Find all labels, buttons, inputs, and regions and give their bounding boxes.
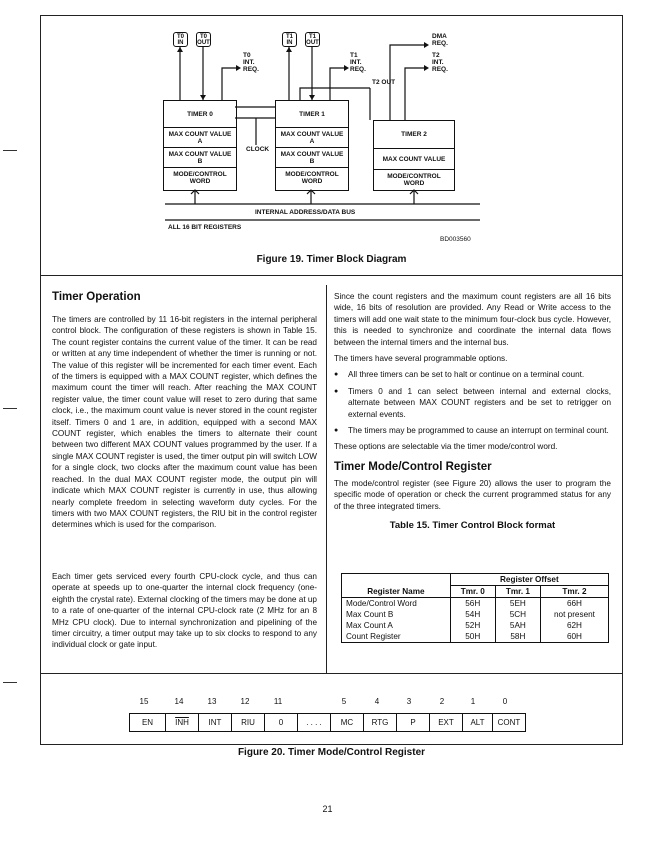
col-header: Tmr. 2 bbox=[540, 586, 608, 598]
bit-number: 0 bbox=[502, 697, 508, 706]
figure19-caption: Figure 19. Timer Block Diagram bbox=[256, 254, 407, 265]
timer2-title: TIMER 2 bbox=[401, 131, 427, 138]
table-cell: 5EH bbox=[495, 598, 540, 610]
cell-line: MODE/CONTROL bbox=[285, 170, 339, 178]
bit-number: 12 bbox=[240, 697, 250, 706]
table-cell: 62H bbox=[540, 620, 608, 631]
bit-number: 5 bbox=[341, 697, 347, 706]
cell-line: MODE/CONTROL bbox=[173, 170, 227, 178]
pin-label: T0 bbox=[176, 34, 184, 40]
bit-field-cont: CONT bbox=[497, 718, 521, 727]
pin-label: OUT bbox=[306, 40, 319, 46]
table-cell: Count Register bbox=[342, 631, 451, 643]
pin-label: T0 bbox=[199, 34, 207, 40]
label-line: T1 bbox=[350, 52, 358, 59]
cell-line: B bbox=[309, 157, 315, 165]
bit-number: 2 bbox=[439, 697, 445, 706]
pin-label: IN bbox=[286, 40, 293, 46]
bit-number: 15 bbox=[139, 697, 149, 706]
label-line: REQ. bbox=[350, 66, 366, 73]
table-cell: 50H bbox=[450, 631, 495, 643]
cell-line: MAX COUNT VALUE bbox=[382, 155, 446, 163]
t1-out-pin bbox=[305, 32, 320, 47]
option-bullet: ● The timers may be programmed to cause an interrupt on terminal count. bbox=[334, 425, 611, 436]
figure20-divider bbox=[40, 673, 623, 674]
internal-bus-label: INTERNAL ADDRESS/DATA BUS bbox=[255, 209, 356, 216]
timer0-max-count-a bbox=[164, 127, 236, 147]
t0-out-pin bbox=[196, 32, 211, 47]
bit-number: 4 bbox=[374, 697, 380, 706]
bit-field-zero: 0 bbox=[265, 714, 298, 731]
timer2-mode-control-word bbox=[374, 169, 454, 190]
label-line: INT. bbox=[243, 59, 255, 66]
col-header: Tmr. 1 bbox=[495, 586, 540, 598]
mode-control-heading: Timer Mode/Control Register bbox=[334, 460, 492, 473]
bit-field-int: INT bbox=[199, 714, 232, 731]
table-cell: 52H bbox=[450, 620, 495, 631]
cell-line: MAX COUNT VALUE bbox=[280, 130, 344, 138]
table-cell: 58H bbox=[495, 631, 540, 643]
margin-mark bbox=[3, 408, 17, 409]
table-cell: 56H bbox=[450, 598, 495, 610]
column-divider bbox=[326, 285, 327, 673]
t2-out-label: T2 OUT bbox=[372, 79, 396, 86]
mode-control-bitfield bbox=[129, 713, 526, 732]
timer1-block bbox=[275, 100, 349, 191]
bit-field-en: EN bbox=[130, 714, 166, 731]
label-line: INT. bbox=[432, 59, 444, 66]
timer2-block bbox=[373, 120, 455, 191]
cell-line: MAX COUNT VALUE bbox=[280, 150, 344, 158]
all-16-bit-label: ALL 16 BIT REGISTERS bbox=[168, 224, 242, 231]
timer0-max-count-b bbox=[164, 147, 236, 167]
table-row bbox=[342, 620, 609, 631]
timer-operation-paragraph-2: Each timer gets serviced every fourth CPU-clock cycle, and thus can operate at speeds up to one-quarter the internal clock frequency (one-eighth the crystal rate). External clocking of the timers may be done at up to a rate of one-quarter of the internal CPU-clock rate (2 MHz for an 8 MHz CPU clock). Due to internal synchronization and pipelining of the timer circuitry, a timer output may take up to six clocks to respond to any individual clock or gate input. bbox=[52, 572, 317, 650]
bit-number: 11 bbox=[273, 697, 283, 706]
table-cell: 54H bbox=[450, 609, 495, 620]
table-cell: 60H bbox=[540, 631, 608, 643]
col-header: Register Name bbox=[342, 586, 451, 598]
figure20-caption: Figure 20. Timer Mode/Control Register bbox=[237, 747, 426, 758]
bit-field-mc: MC bbox=[331, 714, 364, 731]
label-line: INT. bbox=[350, 59, 362, 66]
table-cell: 66H bbox=[540, 598, 608, 610]
right-column bbox=[334, 291, 611, 531]
margin-mark bbox=[3, 682, 17, 683]
cell-line: WORD bbox=[301, 177, 323, 185]
timer1-max-count-a bbox=[276, 127, 348, 147]
bit-number: 13 bbox=[207, 697, 217, 706]
timer1-title: TIMER 1 bbox=[299, 110, 325, 118]
col-header: Tmr. 0 bbox=[450, 586, 495, 598]
cell-line: MODE/CONTROL bbox=[387, 173, 441, 180]
table-cell: 5AH bbox=[495, 620, 540, 631]
cell-line: WORD bbox=[189, 177, 211, 185]
bit-field-p: P bbox=[397, 714, 430, 731]
table-cell: not present bbox=[540, 609, 608, 620]
option-bullet: ● Timers 0 and 1 can select between internal and external clocks, alternate between MAX COUNT registers and be set to retrigger on external events. bbox=[334, 386, 611, 420]
dma-req-label bbox=[432, 33, 448, 47]
bit-field-riu: RIU bbox=[232, 714, 265, 731]
table-cell: Mode/Control Word bbox=[342, 598, 451, 610]
option-bullet: ● All three timers can be set to halt or continue on a terminal count. bbox=[334, 369, 611, 380]
page-number: 21 bbox=[322, 804, 333, 814]
table-cell: 5CH bbox=[495, 609, 540, 620]
right-paragraph-4: The mode/control register (see Figure 20) allows the user to program the specific mode of operation or check the current programmed status for any of the three integrated timers. bbox=[334, 478, 611, 511]
cell-line: B bbox=[197, 157, 203, 165]
cell-line: MAX COUNT VALUE bbox=[168, 130, 232, 138]
timer0-title: TIMER 0 bbox=[187, 110, 213, 118]
t1-int-req-label bbox=[350, 52, 366, 73]
timer1-max-count-b bbox=[276, 147, 348, 167]
pin-label: OUT bbox=[197, 40, 210, 46]
bit-number: 14 bbox=[174, 697, 184, 706]
label-line: T2 bbox=[432, 52, 440, 59]
label-line: REQ. bbox=[432, 40, 448, 47]
bit-field-rtg: RTG bbox=[364, 714, 397, 731]
table-row bbox=[342, 598, 609, 610]
cell-line: MAX COUNT VALUE bbox=[168, 150, 232, 158]
timer-operation-paragraph-1: The timers are controlled by 11 16-bit registers in the internal peripheral control block. The configuration of these registers is shown in Table 15. The count register contains the current value of the timer. It can be read or written at any time independent of whether the timer is running or not. The value of this register will be incremented for each timer event. Each of the timers is equipped with a MAX COUNT register, which defines the maximum count the timer will reach. After reaching the MAX COUNT register value, the timer count value will reset to zero during that same clock, i.e., the maximum count value is never stored in the count register itself. Timers 0 and 1 are, in addition, equipped with a second MAX COUNT register, which enables the timers to alternate their count between two different MAX COUNT values programmed by the user. If a single MAX COUNT register is used, the timer output pin will switch LOW for a single clock, two clocks after the maximum count value has been reached. In the dual MAX COUNT register mode, the output pin will indicate which MAX COUNT register is currently in use, thus allowing nearly complete freedom in selecting waveform duty cycles. For the timers with two MAX COUNT registers, the RIU bit in the control register determines which is used for the comparison. bbox=[52, 315, 317, 530]
timer1-mode-control-word bbox=[276, 167, 348, 187]
diagram-code: BD003560 bbox=[440, 236, 471, 243]
timer2-max-count bbox=[374, 148, 454, 169]
table15-title: Table 15. Timer Control Block format bbox=[389, 520, 556, 532]
label-line: REQ. bbox=[243, 66, 259, 73]
timer0-block bbox=[163, 100, 237, 191]
timer0-mode-control-word bbox=[164, 167, 236, 187]
table-row bbox=[342, 631, 609, 643]
right-paragraph-2: The timers have several programmable options. bbox=[334, 354, 508, 364]
cell-line: WORD bbox=[403, 180, 425, 187]
timer-control-block-table bbox=[341, 573, 609, 643]
label-line: REQ. bbox=[432, 66, 448, 73]
pin-label: T1 bbox=[285, 34, 293, 40]
cell-line: A bbox=[197, 137, 203, 145]
register-offset-header: Register Offset bbox=[450, 574, 608, 586]
t0-in-pin bbox=[173, 32, 188, 47]
figure19-divider bbox=[40, 275, 623, 276]
timer-operation-heading: Timer Operation bbox=[52, 291, 141, 303]
right-paragraph-1: Since the count registers and the maximum count registers are all 16 bits wide, 16 bits of resolution are provided. Any Read or Write access to the timers will add one wait state to the minimum four-clock bus cycle. However, this is needed to synchronize and coordinate the internal data flows between the internal timers and the internal bus. bbox=[334, 292, 611, 347]
table-row bbox=[342, 609, 609, 620]
t2-int-req-label bbox=[432, 52, 448, 73]
cell-line: A bbox=[309, 137, 315, 145]
table-cell: Max Count B bbox=[342, 609, 451, 620]
clock-label: CLOCK bbox=[246, 146, 270, 153]
bit-number: 1 bbox=[470, 697, 476, 706]
label-line: DMA bbox=[432, 33, 447, 40]
pin-label: T1 bbox=[308, 34, 316, 40]
t0-int-req-label bbox=[243, 52, 259, 73]
table-cell: Max Count A bbox=[342, 620, 451, 631]
bit-field-inh: $\overline{INH}$ bbox=[166, 714, 199, 731]
pin-label: IN bbox=[177, 40, 184, 46]
right-paragraph-3: These options are selectable via the timer mode/control word. bbox=[334, 442, 558, 452]
bit-field-ellipsis: . . . . bbox=[298, 714, 331, 731]
bit-field-ext: EXT bbox=[430, 714, 463, 731]
t1-in-pin bbox=[282, 32, 297, 47]
bit-field-alt: ALT bbox=[463, 714, 493, 731]
label-line: T0 bbox=[243, 52, 251, 59]
bit-number: 3 bbox=[406, 697, 412, 706]
